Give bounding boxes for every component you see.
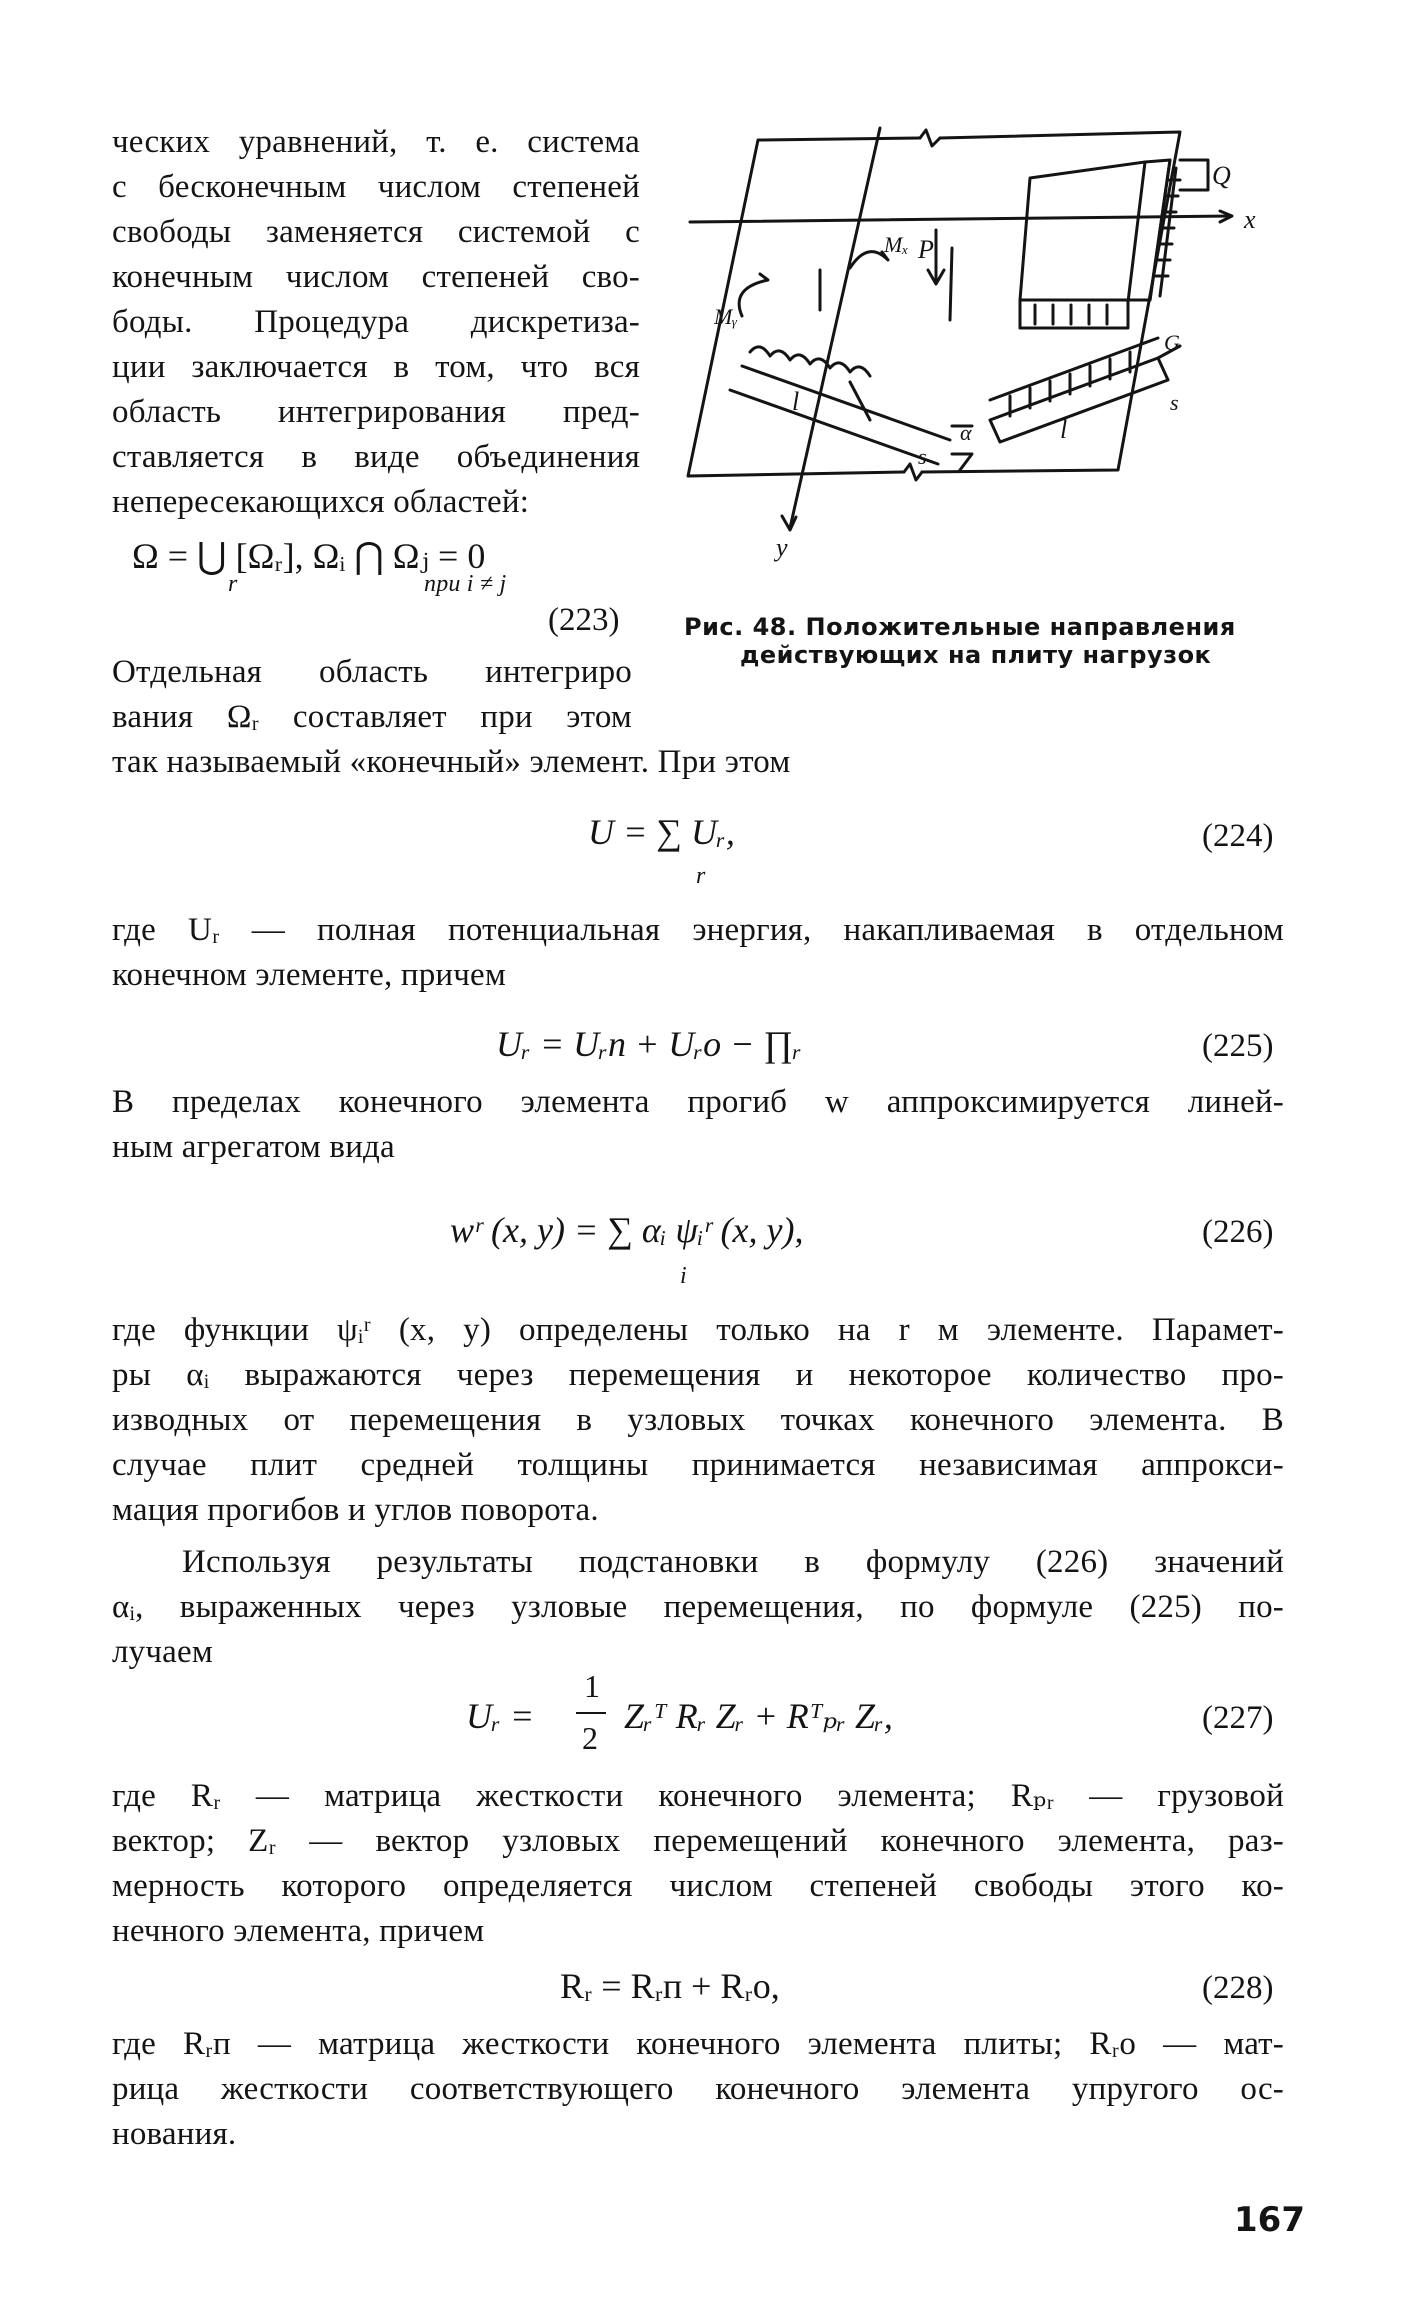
- text-line: непересекающихся областей:: [112, 484, 530, 520]
- equation-228-number: (228): [1202, 1970, 1274, 2006]
- text-line: где Uᵣ — полная потенциальная энергия, накапливаемая в отдельном: [112, 912, 1284, 948]
- text-line: нечного элемента, причем: [112, 1913, 485, 1949]
- moment-mx-arc: [850, 252, 888, 268]
- text-line: где Rᵣ — матрица жесткости конечного элемента; Rₚᵣ — грузовой: [112, 1778, 1284, 1814]
- equation-225-number: (225): [1202, 1028, 1274, 1064]
- text-line: мация прогибов и углов поворота.: [112, 1492, 599, 1528]
- equation-223-number: (223): [548, 602, 620, 638]
- text-line: конечным числом степеней сво-: [112, 259, 640, 295]
- label-my: Mᵧ: [714, 304, 738, 329]
- equation-223: Ω = ⋃ [Ωᵣ], Ωᵢ ⋂ Ωⱼ = 0: [132, 536, 486, 576]
- equation-227-lhs: Uᵣ =: [466, 1696, 535, 1736]
- text-line: так называемый «конечный» элемент. При этом: [112, 744, 791, 780]
- y-axis: [790, 128, 880, 528]
- x-axis: [690, 216, 1230, 222]
- text-line: Используя результаты подстановки в формулу (226) значений: [182, 1544, 1284, 1580]
- label-s-right: s: [1170, 390, 1179, 415]
- equation-225: Uᵣ = Uᵣп + Uᵣо − ∏ᵣ: [496, 1024, 802, 1064]
- label-x: x: [1244, 205, 1256, 234]
- text-line: нования.: [112, 2116, 237, 2152]
- text-line: ческих уравнений, т. е. система: [112, 124, 640, 160]
- text-line: где Rᵣп — матрица жесткости конечного элемента плиты; Rᵣо — мат-: [112, 2026, 1284, 2062]
- label-alpha: α: [960, 420, 972, 445]
- label-l-right: l: [1060, 415, 1068, 444]
- text-line: конечном элементе, причем: [112, 957, 506, 993]
- label-s-left: s: [918, 444, 927, 469]
- text-line: свободы заменяется системой с: [112, 214, 640, 250]
- text-line: рица жесткости соответствующего конечного элемента упругого ос-: [112, 2071, 1284, 2107]
- equation-226: wʳ (x, y) = ∑ αᵢ ψᵢʳ (x, y),: [450, 1210, 804, 1250]
- label-p: P: [918, 235, 934, 264]
- label-l-left: l: [792, 387, 800, 416]
- text-line: случае плит средней толщины принимается независимая аппрокси-: [112, 1447, 1284, 1483]
- text-line: В пределах конечного элемента прогиб w аппроксимируется линей-: [112, 1084, 1284, 1120]
- text-line: с бесконечным числом степеней: [112, 169, 640, 205]
- figure-48-diagram: [660, 120, 1300, 590]
- equation-226-number: (226): [1202, 1214, 1274, 1250]
- equation-224-sub: r: [696, 863, 706, 889]
- text-line: ции заключается в том, что вся: [112, 349, 640, 385]
- text-line: ставляется в виде объединения: [112, 439, 640, 475]
- text-line: мерность которого определяется числом степеней свободы этого ко-: [112, 1868, 1284, 1904]
- text-line: боды. Процедура дискретиза-: [112, 304, 640, 340]
- label-y: y: [776, 533, 788, 562]
- label-q: Q: [1212, 161, 1231, 190]
- equation-223-sub-r: r: [228, 571, 238, 597]
- figure-caption-line-2: действующих на плиту нагрузок: [740, 641, 1212, 669]
- text-line: ным агрегатом вида: [112, 1129, 395, 1165]
- text-line: αᵢ, выраженных через узловые перемещения, по формуле (225) по-: [112, 1589, 1284, 1625]
- page-number: 167: [1234, 2200, 1305, 2240]
- equation-224: U = ∑ Uᵣ,: [588, 812, 735, 852]
- moment-my-arc: [739, 274, 768, 316]
- text-line: вектор; Zᵣ — вектор узловых перемещений конечного элемента, раз-: [112, 1823, 1284, 1859]
- load-block: [1020, 160, 1170, 300]
- label-mx: Mₓ: [884, 232, 909, 257]
- text-line: изводных от перемещения в узловых точках конечного элемента. В: [112, 1402, 1284, 1438]
- text-line: где функции ψᵢʳ (x, y) определены только на r м элементе. Парамет-: [112, 1312, 1284, 1348]
- label-g: G: [1164, 330, 1180, 355]
- equation-228: Rᵣ = Rᵣп + Rᵣо,: [560, 1966, 780, 2006]
- figure-caption-line-1: Рис. 48. Положительные направления: [684, 613, 1236, 641]
- text-line: ры αᵢ выражаются через перемещения и некоторое количество про-: [112, 1357, 1284, 1393]
- text-line: область интегрирования пред-: [112, 394, 640, 430]
- equation-227-frac-num: 1: [584, 1668, 600, 1704]
- text-line: вания Ωᵣ составляет при этом: [112, 699, 632, 735]
- equation-227-number: (227): [1202, 1700, 1274, 1736]
- equation-227-frac-den: 2: [582, 1720, 598, 1756]
- equation-226-sub: i: [680, 1263, 687, 1289]
- equation-227-frac-bar: [576, 1712, 606, 1714]
- text-line: лучаем: [112, 1634, 213, 1670]
- equation-227-rhs: Zᵣᵀ Rᵣ Zᵣ + Rᵀₚᵣ Zᵣ,: [624, 1696, 893, 1736]
- equation-223-sub-condition: при i ≠ j: [424, 571, 507, 597]
- right-beam: [990, 358, 1168, 442]
- left-beam: [742, 366, 950, 440]
- equation-224-number: (224): [1202, 818, 1274, 854]
- text-line: Отдельная область интегриро: [112, 654, 632, 690]
